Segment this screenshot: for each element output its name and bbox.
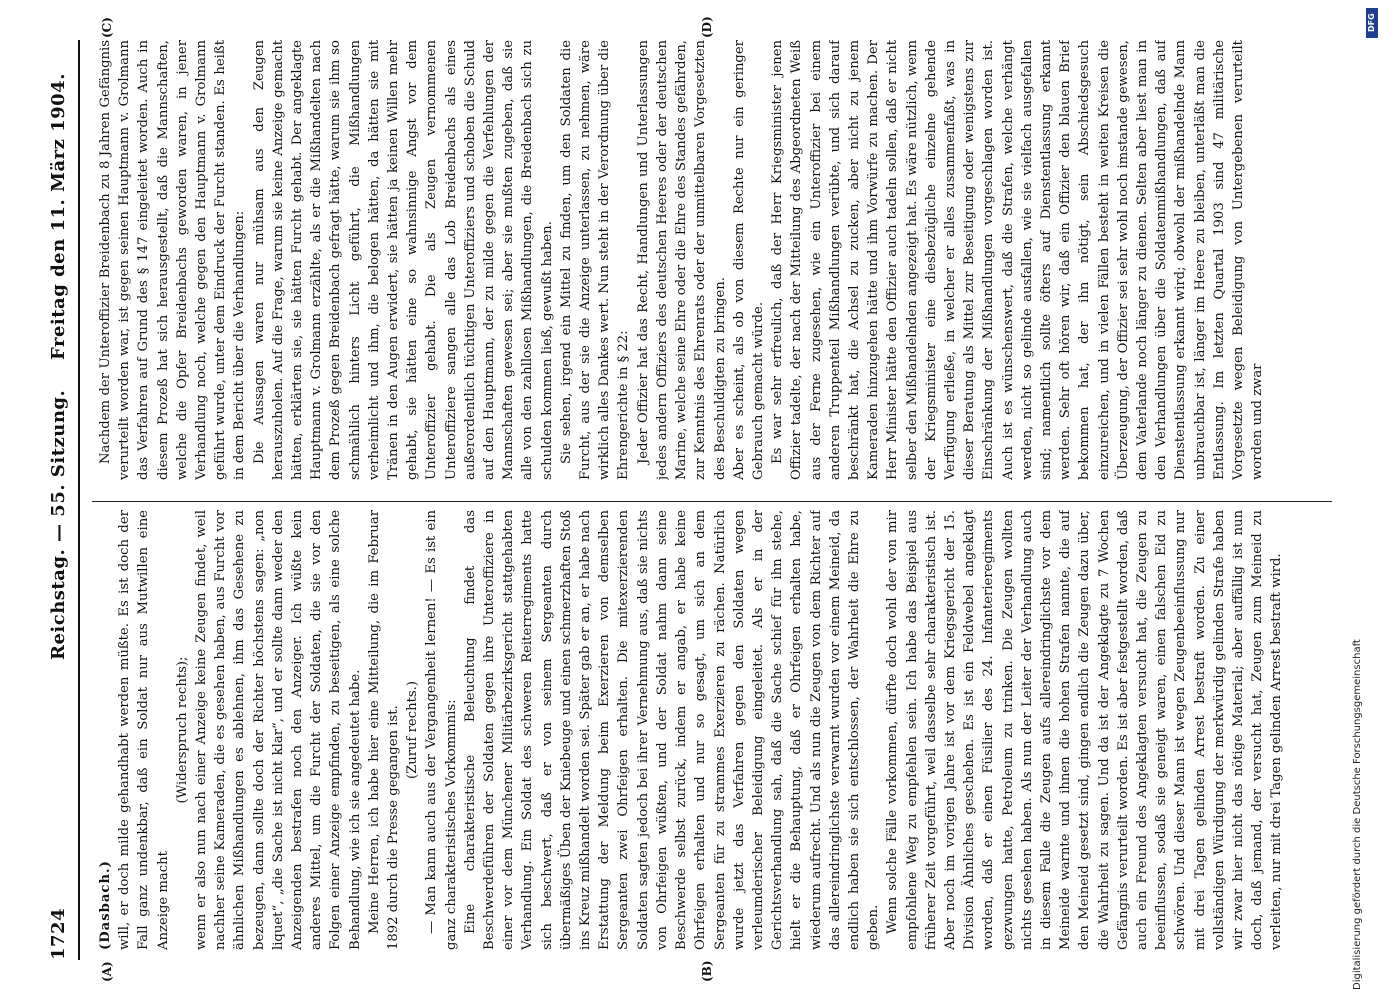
dfg-logo: DFG <box>1366 8 1378 38</box>
paragraph <box>96 510 115 950</box>
left-column <box>96 510 1326 950</box>
paragraph: Nachdem der Unteroffizier Breidenbach zu 8 Jahren Gefängnis verurteilt worden war, ist gegen seinen Hauptmann v. Grolmann das Verfahren auf Grund des § 147 eingeleitet worden. Auch in diesem Prozeß hat sich herausgestellt, daß die Mannschaften, welche die Opfer Breidenbachs geworden waren, in jener Verhandlung noch, welche gegen den Hauptmann v. Grolmann geführt wurde, unter dem Eindruck der Furcht standen. Es heißt in dem Bericht über die Verhandlungen: <box>98 40 248 480</box>
session-date: Freitag den 11. März 1904. <box>48 73 69 360</box>
paragraph: Sie sehen, irgend ein Mittel zu finden, um den Soldaten die Furcht, aus der sie die Anzeige unterlassen, zu nehmen, wäre wirklich alles Dankes wert. Nun steht in der Verordnung über die Ehrengerichte in § 22: <box>558 40 632 480</box>
paragraph: Meine Herren, ich habe hier eine Mitteilung, die im Februar 1892 durch die Presse gegangen ist. <box>366 510 402 950</box>
paragraph: — Man kann auch aus der Vergangenheit lernen! — Es ist ein ganz charakteristisches Vorkommnis: <box>424 510 459 950</box>
page-number: 1724 <box>48 907 69 960</box>
quote-paragraph: Eine charakteristische Beleuchtung findet das Beschwerdeführen der Soldaten gegen ihre Unteroffiziere in einer vor dem Münchener Militärbezirksgericht stattgehabten Verhandlung. Ein Soldat des schweren Reiterregiments hatte sich beschwert, daß er von seinem Sergeanten durch übermäßiges Üben der Kniebeuge und einen schmerzhaften Stoß ins Kreuz mißhandelt worden sei. Später gab er an, er habe nach Erstattung der Meldung beim Exerzieren von demselben Sergeanten zwei Ohrfeigen erhalten. Die mitexerzierenden Soldaten sagten jedoch bei ihrer Vernehmung aus, daß sie nichts von Ohrfeigen wüßten, und der Soldat nahm dann seine Beschwerde selbst zurück, indem er angab, er habe keine Ohrfeigen erhalten und nur so gesagt, um sich an dem Sergeanten für zu strammes Exerzieren zu rächen. Natürlich wurde jetzt das Verfahren gegen den Soldaten wegen verleumderischer Beleidigung eingeleitet. Als er in der Gerichtsverhandlung sah, daß die Sache schief für ihn stehe, hielt er die Behauptung, daß er Ohrfeigen erhalten habe, wiederum aufrecht. Und als nun die Zeugen von dem Richter auf das allereindringlichste verwarnt wurden vor einem Meineid, da endlich haben sie sich entschlossen, der Wahrheit die Ehre zu geben. <box>462 510 882 950</box>
paragraph: Es war sehr erfreulich, daß der Herr Kriegsminister jenen Offizier tadelte, der nach der Mitteilung des Abgeordneten Weiß aus der Ferne zugesehen, wie ein Unteroffizier bei einem anderen Truppenteil Mißhandlungen verübte, und sich darauf beschränkt hat, die Achsel zu zucken, aber nicht zu jenem Kameraden hinzugehen hätte und ihm Vorwürfe zu machen. Der Herr Minister hätte den Offizier auch tadeln sollen, daß er nicht selber den Mißhandelnden angezeigt hat. Es wäre nützlich, wenn der Kriegsminister eine diesbezügliche einzelne gehende Verfügung erließe, in welcher er alles zusammenfaßt, was in dieser Beratung als Mittel zur Beseitigung oder wenigstens zur Einschränkung der Mißhandlungen vorgeschlagen worden ist. Auch ist es wünschenswert, daß die Strafen, welche verhängt werden, nicht so gelinde ausfallen, wie sie vielfach ausgefallen sind; namentlich sollte öfters auf Dienstentlassung erkannt werden. Sehr oft hören wir, daß ein Offizier den blauen Brief bekommen hat, der ihn nötigt, sein Abschiedsgesuch einzureichen, und in vielen Fällen besteht in weiten Kreisen die Überzeugung, der Offizier sei sehr wohl noch imstande gewesen, dem Vaterlande noch länger zu dienen. Selten aber liest man in den Verhandlungen über die Soldatenmißhandlungen, daß auf Dienstentlassung erkannt wird; obwohl der mißhandelnde Mann unbrauchbar ist, länger im Heere zu bleiben, unterläßt man die Entlassung. Im letzten Quartal 1903 sind 47 militärische Vorgesetzte wegen Beleidigung von Untergebenen verurteilt worden und zwar <box>770 40 1266 480</box>
paragraph: Wenn solche Fälle vorkommen, dürfte doch wohl der von mir empfohlene Weg zu empfehlen sein. Ich habe das Beispiel aus früherer Zeit vorgeführt, weil dasselbe sehr charakteristisch ist. Aber noch im vorigen Jahre ist vor dem Kriegsgericht der 15. Division Ähnliches geschehen. Es ist ein Feldwebel angeklagt worden, daß er einen Füsilier des 24. Infanterieregiments gezwungen hatte, Petroleum zu trinken. Die Zeugen wollten nichts gesehen haben. Als nun der Leiter der Verhandlung auch in diesem Falle die Zeugen aufs allereindringlichste vor dem Meineide warnte und ihnen die hohen Strafen nannte, die auf den Meineid gesetzt sind, gingen endlich die Zeugen dazu über, die Wahrheit zu sagen. Und da ist der Angeklagte zu 7 Wochen Gefängnis verurteilt worden. Es ist aber festgestellt worden, daß auch ein Freund des Angeklagten versucht hat, die Zeugen zu beeinflussen, sodaß sie geneigt waren, einen falschen Eid zu schwören. Und dieser Mann ist wegen Zeugenbeeinflussung nur mit drei Tagen gelinden Arrest bestraft worden. Zu einer vollständigen Würdigung der merkwürdig gelinden Strafe haben wir zwar hier nicht das nötige Material; aber auffällig ist nun doch, daß jemand, der versucht hat, Zeugen zum Meineid zu verleiten, nur mit drei Tagen gelinden Arrest bestraft wird. <box>885 510 1285 950</box>
paragraph: will, er doch milde gehandhabt werden müßte. Es ist doch der Fall ganz undenkbar, daß ein Soldat nur aus Mutwillen eine Anzeige macht <box>117 510 171 950</box>
header-rule <box>78 40 80 960</box>
paragraph: wenn er also nun nach einer Anzeige keine Zeugen findet, weil nachher seine Kameraden, die es gesehen haben, aus Furcht vor ähnlichen Mißhandlungen es ablehnen, ihm das Gesehene zu bezeugen, dann sollte doch der Richter höchstens sagen: „non liquet“, „die Sache ist nicht klar“, und er sollte dann weder den Anzeigenden bestrafen noch den Anzeiger. Ich wüßte kein anderes Mittel, um die Furcht der Soldaten, die sie vor den Folgen einer Anzeige empfinden, zu beseitigen, als eine solche Behandlung, wie ich sie angedeutet habe. <box>194 510 363 950</box>
right-column <box>96 40 1326 480</box>
speaker-name: (Dasbach.) <box>98 860 113 950</box>
quote-paragraph: Jeder Offizier hat das Recht, Handlungen und Unterlassungen jedes andern Offiziers des deutschen Heeres oder der deutschen Marine, welche seine Ehre oder die Ehre des Standes gefährden, zur Kenntnis des Ehrenrats oder der unmittelbaren Vorgesetzten des Beschuldigten zu bringen. <box>635 40 728 480</box>
quote-paragraph: Die Aussagen waren nur mühsam aus den Zeugen herauszuholen. Auf die Frage, warum sie keine Anzeige gemacht hätten, erklärten sie, sie hätten Furcht gehabt. Der angeklagte Hauptmann v. Grolmann erzählte, als er die Mißhandelten nach dem Prozeß gegen Breidenbach gefragt hätte, warum sie ihm so schmählich hinters Licht geführt, die Mißhandlungen verheimlicht und ihm, die belogen hätten, da hätten sie mit Tränen in den Augen erwidert, sie hätten ja keinen Willen mehr gehabt, sie hätten eine so wahnsinnige Angst vor dem Unteroffizier gehabt. Die als Zeugen vernommenen Unteroffiziere sangen alle das Lob Breidenbachs als eines außerordentlich tüchtigen Unteroffiziers und schoben die Schuld auf den Hauptmann, der zu milde gegen die Verfehlungen der Mannschaften gewesen sei; aber sie mußten zugeben, daß sie alle von den zahllosen Mißhandlungen, die Breidenbach sich zu schulden kommen ließ, gewußt haben. <box>251 40 555 480</box>
page-header <box>40 40 80 960</box>
margin-mark-d: (D) <box>700 16 714 38</box>
digitization-attribution: Digitalisierung gefördert durch die Deutsche Forschungsgemeinschaft <box>1352 639 1363 990</box>
interjection: (Zuruf rechts.) <box>405 680 421 780</box>
paragraph: Aber es scheint, als ob von diesem Rechte nur ein geringer Gebrauch gemacht würde. <box>731 40 766 480</box>
column-divider <box>92 501 1332 502</box>
interjection: (Widerspruch rechts); <box>174 656 190 804</box>
session-title: Reichstag. — 55. Sitzung. <box>48 389 69 660</box>
margin-mark-a: (A) <box>100 961 114 982</box>
margin-mark-c: (C) <box>100 17 114 38</box>
margin-mark-b: (B) <box>700 960 714 982</box>
